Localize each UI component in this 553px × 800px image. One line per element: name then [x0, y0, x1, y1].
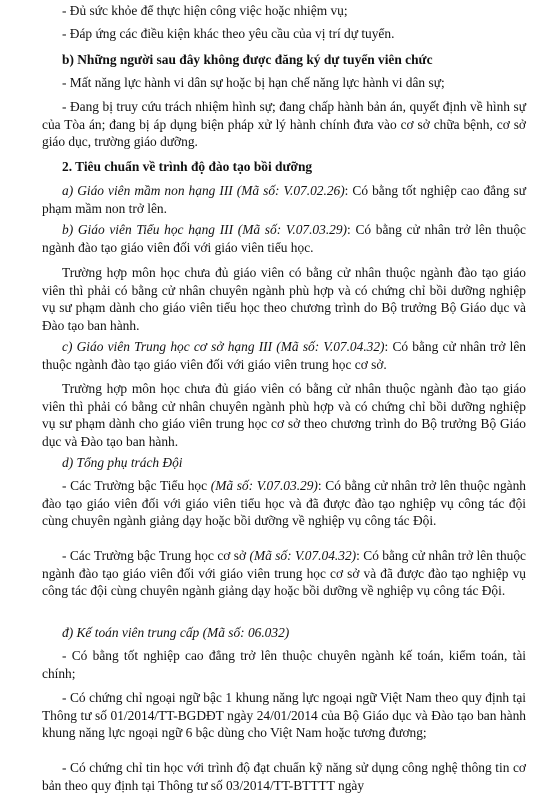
item-label-a: a) Giáo viên mầm non hạng III (Mã số: V.07.02.26) — [62, 183, 345, 198]
paragraph-primary-teacher — [42, 221, 526, 256]
item-code-d1: (Mã số: V.07.03.29) — [210, 478, 318, 493]
item-text-d2: : Có bằng cử nhân trở lên thuộc ngành đào tạo giáo viên đối với giáo viên trung học cơ sở và đã được đào tạo nghiệp vụ công tác đội cùng chuyên ngành giảng dạy hoặc bồi dưỡng về nghiệp vụ công tác Đội. — [42, 548, 526, 599]
paragraph-preschool-teacher — [42, 182, 526, 217]
item-pre-d1: - Các Trường bậc Tiểu học — [62, 478, 211, 493]
paragraph-language-cert: - Có chứng chỉ ngoại ngữ bậc 1 khung năng lực ngoại ngữ Việt Nam theo quy định tại Thông tư số 01/2014/TT-BGDĐT ngày 24/01/2014 của Bộ Giáo dục và Đào tạo ban hành khung năng lực ngoại ngữ 6 bậc dùng cho Việt Nam hoặc tương đương; — [42, 690, 526, 741]
item-heading-dd: đ) Kế toán viên trung cấp (Mã số: 06.032) — [62, 625, 290, 640]
paragraph-accounting-degree: - Có bằng tốt nghiệp cao đẳng trở lên thuộc chuyên ngành kế toán, kiểm toán, tài chính; — [42, 648, 526, 681]
paragraph-other-conditions: - Đáp ứng các điều kiện khác theo yêu cầu của vị trí dự tuyển. — [62, 26, 395, 41]
paragraph-health: - Đủ sức khỏe để thực hiện công việc hoặc nhiệm vụ; — [62, 3, 348, 18]
section-heading-2: 2. Tiêu chuẩn về trình độ đào tạo bồi dưỡng — [62, 159, 313, 174]
item-text-d1: : Có bằng cử nhân trở lên thuộc ngành đào tạo giáo viên đối với giáo viên tiểu học và đã được đào tạo nghiệp vụ công tác đội cùng chuyên ngành giảng dạy hoặc bồi dưỡng về nghiệp vụ công tác Đội. — [42, 478, 526, 529]
paragraph-secondary-teacher — [42, 338, 526, 373]
item-pre-d2: - Các Trường bậc Trung học cơ sở — [62, 548, 250, 563]
item-text-a: : Có bằng tốt nghiệp cao đẳng sư phạm mầm non trở lên. — [42, 183, 526, 216]
item-label-b: b) Giáo viên Tiểu học hạng III (Mã số: V.07.03.29) — [62, 222, 348, 237]
item-code-d2: (Mã số: V.07.04.32) — [249, 548, 357, 563]
paragraph-primary-exception: Trường hợp môn học chưa đủ giáo viên có bằng cử nhân thuộc ngành đào tạo giáo viên thì phải có bằng cử nhân chuyên ngành phù hợp và có chứng chỉ bồi dưỡng nghiệp vụ sư phạm dành cho giáo viên tiểu học theo chương trình do Bộ trưởng Bộ Giáo dục và Đào tạo ban hành. — [42, 265, 526, 333]
item-heading-d: d) Tổng phụ trách Đội — [62, 455, 183, 470]
paragraph-secondary-exception: Trường hợp môn học chưa đủ giáo viên có bằng cử nhân thuộc ngành đào tạo giáo viên thì phải có bằng cử nhân chuyên ngành phù hợp và có chứng chỉ bồi dưỡng nghiệp vụ sư phạm dành cho giáo viên trung học cơ sở theo chương trình do Bộ trưởng Bộ Giáo dục và Đào tạo ban hành. — [42, 381, 526, 449]
paragraph-criminal: - Đang bị truy cứu trách nhiệm hình sự; đang chấp hành bản án, quyết định về hình sự của Tòa án; đang bị áp dụng biện pháp xử lý hành chính đưa vào cơ sở chữa bệnh, cơ sở giáo dục, trường giáo dưỡng. — [42, 99, 526, 150]
item-text-c: : Có bằng cử nhân trở lên thuộc ngành đào tạo giáo viên đối với giáo viên trung học cơ sở. — [42, 339, 527, 372]
paragraph-it-cert: - Có chứng chỉ tin học với trình độ đạt chuẩn kỹ năng sử dụng công nghệ thông tin cơ bản theo quy định tại Thông tư số 03/2014/TT-BTTTT ngày — [42, 760, 526, 793]
item-text-b: : Có bằng cử nhân trở lên thuộc ngành đào tạo giáo viên đối với giáo viên tiểu học. — [42, 222, 526, 255]
paragraph-civil-capacity: - Mất năng lực hành vi dân sự hoặc bị hạn chế năng lực hành vi dân sự; — [62, 75, 445, 90]
paragraph-team-secondary — [42, 547, 526, 600]
item-label-c: c) Giáo viên Trung học cơ sở hạng III (Mã số: V.07.04.32) — [62, 339, 385, 354]
paragraph-team-primary — [42, 477, 526, 530]
section-heading-b: b) Những người sau đây không được đăng ký dự tuyển viên chức — [62, 52, 433, 67]
